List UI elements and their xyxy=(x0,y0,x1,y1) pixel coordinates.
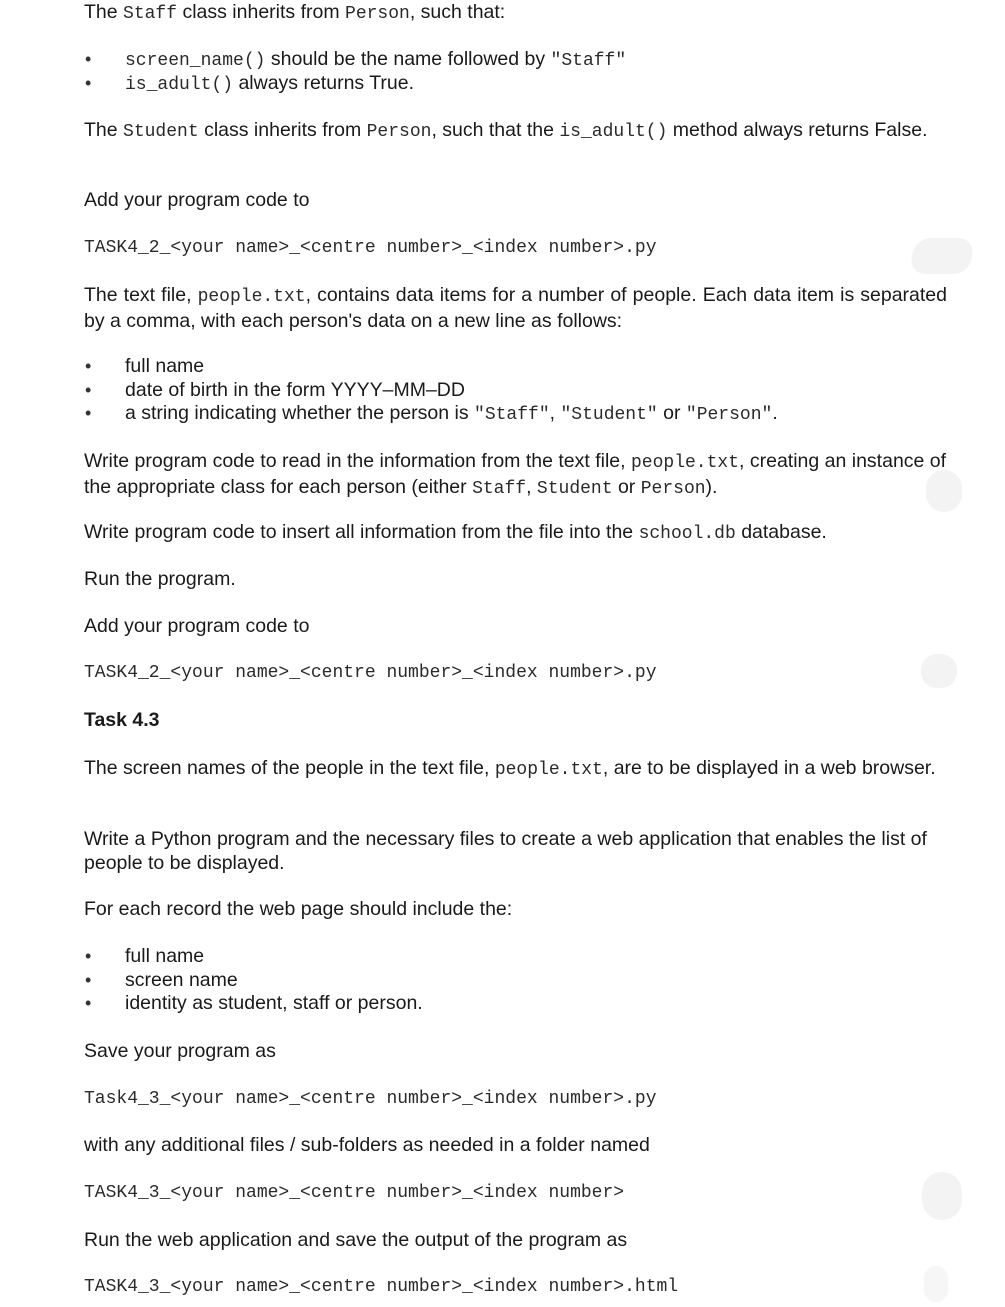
save-program-instruction: Save your program as xyxy=(84,1040,276,1062)
record-fields-intro: For each record the web page should include the: xyxy=(84,898,513,920)
task-4-3-heading: Task 4.3 xyxy=(84,709,160,731)
filename-task4-3-py: Task4_3_<your name>_<centre number>_<index number>.py xyxy=(84,1089,657,1109)
list-item: • screen name xyxy=(84,969,947,993)
list-item: • date of birth in the form YYYY–MM–DD xyxy=(84,379,947,403)
record-fields-list xyxy=(84,945,947,1016)
run-web-app-instruction: Run the web application and save the output of the program as xyxy=(84,1229,628,1251)
filename-task4-2: TASK4_2_<your name>_<centre number>_<index number>.py xyxy=(84,238,657,258)
staff-intro: The Staff class inherits from Person, such that: xyxy=(84,1,506,24)
list-item: • full name xyxy=(84,945,947,969)
screen-names-paragraph: The screen names of the people in the text file, people.txt, are to be displayed in a web browser. xyxy=(84,757,936,780)
add-code-instruction: Add your program code to xyxy=(84,615,310,637)
filename-task4-3-html: TASK4_3_<your name>_<centre number>_<index number>.html xyxy=(84,1277,679,1297)
insert-db-paragraph: Write program code to insert all information from the file into the school.db database. xyxy=(84,521,827,544)
list-item: • identity as student, staff or person. xyxy=(84,992,947,1016)
read-file-paragraph: Write program code to read in the information from the text file, people.txt, creating an instance of the appropriate class for each person (either Staff, Student or Person). xyxy=(84,450,947,499)
add-code-instruction: Add your program code to xyxy=(84,189,310,211)
filename-task4-2: TASK4_2_<your name>_<centre number>_<index number>.py xyxy=(84,663,657,683)
additional-files-instruction: with any additional files / sub-folders as needed in a folder named xyxy=(84,1134,650,1156)
list-item: • is_adult() always returns True. xyxy=(84,72,947,96)
list-item: • full name xyxy=(84,355,947,379)
student-paragraph: The Student class inherits from Person, such that the is_adult() method always returns False. xyxy=(84,119,928,142)
list-item: • screen_name() should be the name followed by "Staff" xyxy=(84,48,947,72)
web-app-paragraph: Write a Python program and the necessary files to create a web application that enables the list of people to be displayed. xyxy=(84,828,927,874)
run-program-instruction: Run the program. xyxy=(84,568,236,590)
textfile-paragraph: The text file, people.txt, contains data items for a number of people. Each data item is separated by a comma, with each person's data on a new line as follows: xyxy=(84,284,947,332)
people-fields-list xyxy=(84,355,947,426)
staff-bullet-list xyxy=(84,48,947,95)
foldername-task4-3: TASK4_3_<your name>_<centre number>_<index number> xyxy=(84,1183,625,1203)
list-item: • a string indicating whether the person is "Staff", "Student" or "Person". xyxy=(84,402,947,426)
